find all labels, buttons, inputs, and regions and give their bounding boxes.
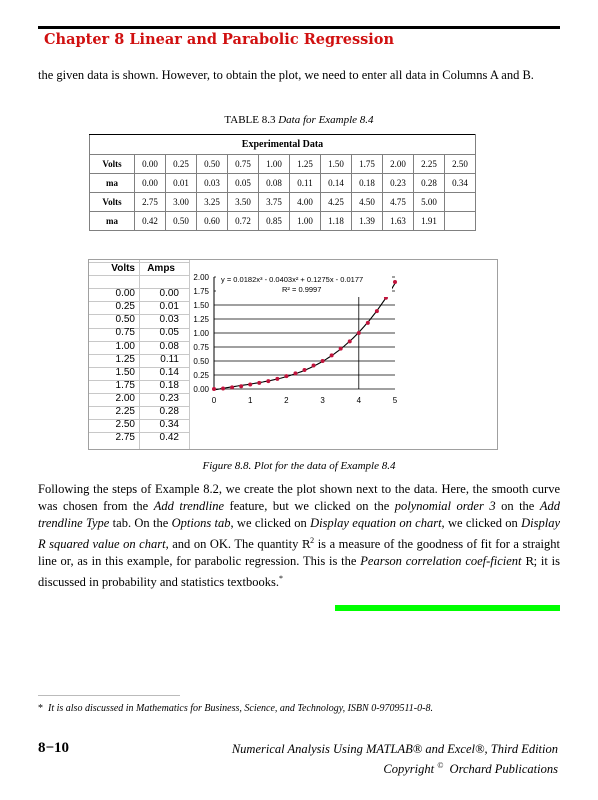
data-point — [339, 347, 343, 351]
experimental-data-table — [89, 134, 476, 231]
table-cell: 0.00 — [135, 174, 166, 193]
footnote-marker: * — [278, 574, 283, 584]
text-run: on the — [495, 499, 540, 513]
table-cell: 2.25 — [414, 155, 445, 174]
r-squared-label: R² = 0.9997 — [282, 285, 322, 294]
table-cell: 4.75 — [383, 193, 414, 212]
green-highlight-bar — [335, 605, 560, 611]
column-header-amps: Amps — [147, 263, 175, 274]
table-cell: 4.00 — [290, 193, 321, 212]
table-cell: 0.85 — [259, 212, 290, 231]
table-caption — [0, 114, 598, 126]
emphasis: Add trendline Type — [38, 499, 560, 530]
sheet-cell-volts: 2.25 — [115, 406, 135, 417]
emphasis: polynomial order 3 — [394, 499, 496, 513]
copyright-text: Copyright — [383, 762, 435, 777]
x-tick-label: 1 — [247, 396, 253, 405]
data-point — [348, 339, 352, 343]
text-run: is a measure of the goodness of fit for a straight line or, as in this example, for parabolic regression. This is the — [38, 537, 560, 569]
data-point — [212, 387, 216, 391]
table-cell: 0.11 — [290, 174, 321, 193]
math-variable: R — [525, 555, 534, 569]
table-cell: 0.75 — [228, 155, 259, 174]
superscript: 2 — [310, 536, 315, 545]
sheet-cell-volts: 1.50 — [115, 366, 135, 378]
table-cell: 4.50 — [352, 193, 383, 212]
sheet-cell-amps: 0.11 — [160, 353, 179, 365]
sheet-cell-volts: 1.25 — [115, 353, 135, 365]
sheet-cell-volts: 2.00 — [115, 392, 135, 404]
table-cell: 0.00 — [135, 155, 166, 174]
text-run: feature, but we clicked on the — [224, 499, 395, 513]
table-cell: 0.08 — [259, 174, 290, 193]
y-tick-label: 0.50 — [193, 357, 209, 366]
x-tick-label: 2 — [284, 396, 289, 405]
text-run: , we clicked on — [230, 516, 311, 530]
sheet-cell-volts: 0.25 — [115, 301, 135, 313]
table-cell: 3.75 — [259, 193, 290, 212]
data-point — [293, 371, 297, 375]
data-point — [248, 383, 252, 387]
sheet-cell-volts: 1.00 — [115, 340, 135, 352]
sheet-cell-amps: 0.42 — [159, 432, 179, 444]
table-cell: 1.18 — [321, 212, 352, 231]
data-point — [393, 280, 397, 284]
text-run: Following the steps of Example 8.2, we create the plot shown next to the data. Here, the smooth curve was chosen from the — [38, 482, 560, 513]
footnote-text: It is also discussed in Mathematics for Business, Science, and Technology, ISBN 0-9709511-0-8. — [48, 703, 433, 714]
table-cell: 1.00 — [259, 155, 290, 174]
text-run: ; it is discussed in probability and statistics textbooks. — [38, 554, 561, 590]
table-row — [90, 174, 476, 193]
y-tick-label: 1.00 — [193, 329, 209, 338]
emphasis: Display R squared value on chart, — [38, 516, 561, 552]
table-cell — [445, 212, 476, 231]
sheet-cell-volts: 2.75 — [115, 432, 135, 444]
data-point — [221, 386, 225, 390]
table-cell: 0.34 — [445, 174, 476, 193]
y-tick-label: 0.75 — [193, 343, 209, 352]
data-point — [303, 368, 307, 372]
table-cell: 1.25 — [290, 155, 321, 174]
spreadsheet-area — [88, 259, 498, 450]
trendline-equation: y = 0.0182x³ - 0.0403x² + 0.1275x - 0.0177 — [221, 275, 364, 284]
sheet-cell-amps: 0.23 — [159, 392, 179, 404]
y-tick-label: 0.25 — [193, 371, 209, 380]
sheet-gridline — [189, 260, 190, 449]
y-tick-label: 2.00 — [193, 273, 209, 282]
table-cell — [445, 193, 476, 212]
table-title: Experimental Data — [90, 135, 476, 155]
sheet-cell-amps: 0.34 — [159, 419, 179, 431]
sheet-cell-amps: 0.18 — [159, 379, 179, 391]
copyright-symbol: © — [437, 761, 444, 770]
y-tick-label: 1.25 — [193, 315, 209, 324]
table-cell: 2.75 — [135, 193, 166, 212]
paragraph-intro: the given data is shown. However, to obtain the plot, we need to enter all data in Columns A and B. — [38, 68, 534, 82]
table-cell: 3.50 — [228, 193, 259, 212]
sheet-cell-amps: 0.08 — [159, 340, 179, 352]
row-label: Volts — [90, 193, 135, 212]
publisher: Orchard Publications — [449, 762, 558, 777]
data-point — [357, 331, 361, 335]
emphasis: Add trendline — [153, 499, 225, 513]
table-cell: 0.60 — [197, 212, 228, 231]
chapter-title: Chapter 8 Linear and Parabolic Regression — [44, 31, 395, 48]
paragraph-explanation — [38, 481, 560, 591]
table-cell: 0.14 — [321, 174, 352, 193]
data-point — [321, 359, 325, 363]
data-point — [375, 309, 379, 313]
table-cell: 3.25 — [197, 193, 228, 212]
table-row — [90, 155, 476, 174]
data-point — [284, 374, 288, 378]
x-tick-label: 5 — [392, 396, 398, 405]
copyright-line — [383, 761, 558, 777]
sheet-cell-amps: 0.01 — [159, 301, 179, 313]
sheet-cell-amps: 0.00 — [159, 288, 179, 300]
sheet-cell-volts: 1.75 — [115, 379, 135, 391]
data-point — [366, 321, 370, 325]
table-cell: 2.50 — [445, 155, 476, 174]
table-cell: 0.50 — [166, 212, 197, 231]
table-cell: 0.05 — [228, 174, 259, 193]
sheet-cell-amps: 0.03 — [159, 314, 179, 326]
emphasis: Options tab — [171, 516, 231, 530]
table-cell: 0.50 — [197, 155, 228, 174]
table-row — [90, 212, 476, 231]
sheet-cell-volts: 0.50 — [115, 314, 135, 326]
y-tick-label: 0.00 — [193, 385, 209, 394]
row-label: ma — [90, 212, 135, 231]
table-cell: 1.39 — [352, 212, 383, 231]
x-tick-label: 4 — [356, 396, 362, 405]
text-run: we clicked on — [444, 516, 522, 530]
footnote-mark: * — [38, 703, 43, 714]
x-tick-label: 3 — [320, 396, 325, 405]
footnote — [38, 703, 433, 714]
book-title: Numerical Analysis Using MATLAB® and Excel®, Third Edition — [231, 742, 558, 756]
figure-caption-text: Plot for the data of Example 8.4 — [254, 460, 396, 472]
emphasis: Pearson correlation coef-ficient — [360, 554, 522, 569]
data-point — [266, 379, 270, 383]
table-caption-text: Data for Example 8.4 — [278, 114, 374, 126]
figure-caption-prefix: Figure 8.8. — [202, 460, 252, 472]
header-rule — [38, 26, 560, 29]
data-point — [230, 385, 234, 389]
sheet-cell-volts: 0.00 — [115, 288, 135, 300]
text-run: tab. On the — [109, 516, 172, 530]
text-run: and on OK. The quantity — [168, 537, 302, 552]
table-cell: 0.18 — [352, 174, 383, 193]
table-cell: 0.42 — [135, 212, 166, 231]
table-cell: 0.03 — [197, 174, 228, 193]
table-cell: 1.91 — [414, 212, 445, 231]
figure-caption — [0, 460, 598, 472]
table-cell: 0.01 — [166, 174, 197, 193]
data-point — [330, 353, 334, 357]
x-tick-label: 0 — [211, 396, 217, 405]
sheet-cell-volts: 0.75 — [115, 327, 135, 339]
table-cell: 1.63 — [383, 212, 414, 231]
table-cell: 0.28 — [414, 174, 445, 193]
column-header-volts: Volts — [111, 263, 135, 274]
footnote-rule — [38, 695, 180, 696]
table-cell: 2.00 — [383, 155, 414, 174]
table-cell: 1.75 — [352, 155, 383, 174]
emphasis: Display equation on chart, — [310, 516, 445, 530]
row-label: Volts — [90, 155, 135, 174]
table-cell: 0.72 — [228, 212, 259, 231]
table-caption-prefix: TABLE 8.3 — [224, 114, 276, 126]
sheet-cell-amps: 0.05 — [159, 327, 179, 339]
table-cell: 0.25 — [166, 155, 197, 174]
table-cell: 4.25 — [321, 193, 352, 212]
data-point — [275, 377, 279, 381]
page-number: 8−10 — [38, 740, 70, 756]
table-cell: 3.00 — [166, 193, 197, 212]
table-row — [90, 193, 476, 212]
math-variable: R — [301, 538, 311, 552]
data-point — [239, 384, 243, 388]
table-cell: 5.00 — [414, 193, 445, 212]
sheet-cell-volts: 2.50 — [115, 419, 135, 431]
table-cell: 1.50 — [321, 155, 352, 174]
row-label: ma — [90, 174, 135, 193]
data-point — [257, 381, 261, 385]
data-point — [312, 363, 316, 367]
table-cell: 1.00 — [290, 212, 321, 231]
y-tick-label: 1.75 — [193, 287, 209, 296]
y-tick-label: 1.50 — [193, 301, 209, 310]
sheet-cell-amps: 0.14 — [159, 366, 179, 378]
sheet-cell-amps: 0.28 — [159, 406, 179, 417]
table-cell: 0.23 — [383, 174, 414, 193]
